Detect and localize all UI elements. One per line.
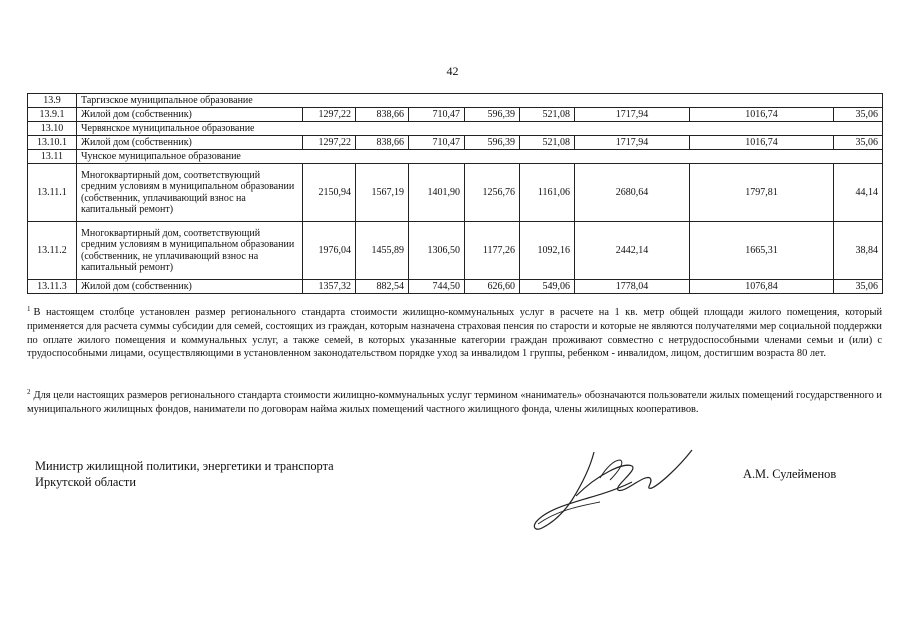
housing-type: Жилой дом (собственник) <box>77 136 303 150</box>
value-cell: 35,06 <box>834 108 883 122</box>
table-group-row <box>28 122 883 136</box>
value-cell: 1297,22 <box>303 136 356 150</box>
value-cell: 1016,74 <box>690 108 834 122</box>
table-group-row <box>28 94 883 108</box>
value-cell: 1778,04 <box>575 280 690 294</box>
value-cell: 2150,94 <box>303 164 356 222</box>
handwritten-signature <box>528 438 703 533</box>
table-row <box>28 108 883 122</box>
row-code: 13.9 <box>28 94 77 108</box>
value-cell: 1567,19 <box>356 164 409 222</box>
table-body <box>28 94 883 294</box>
municipality-title: Таргизское муниципальное образование <box>77 94 883 108</box>
page-number: 42 <box>446 64 459 78</box>
housing-type: Многоквартирный дом, соответствующий средним условиям в муниципальном образовании (собственник, не уплачивающий взнос на капитальный ремонт) <box>77 222 303 280</box>
row-code: 13.11.1 <box>28 164 77 222</box>
table-row <box>28 164 883 222</box>
value-cell: 710,47 <box>409 108 465 122</box>
value-cell: 549,06 <box>520 280 575 294</box>
housing-type: Многоквартирный дом, соответствующий средним условиям в муниципальном образовании (собственник, уплачивающий взнос на капитальный ремонт) <box>77 164 303 222</box>
signatory-position-line: Министр жилищной политики, энергетики и транспорта <box>35 459 334 473</box>
value-cell: 1717,94 <box>575 136 690 150</box>
table-row <box>28 222 883 280</box>
value-cell: 1297,22 <box>303 108 356 122</box>
value-cell: 626,60 <box>465 280 520 294</box>
value-cell: 1357,32 <box>303 280 356 294</box>
value-cell: 596,39 <box>465 108 520 122</box>
table-row <box>28 280 883 294</box>
value-cell: 1665,31 <box>690 222 834 280</box>
signatory-position-line: Иркутской области <box>35 474 136 489</box>
value-cell: 2442,14 <box>575 222 690 280</box>
signatory-name: А.М. Сулейменов <box>743 467 837 481</box>
value-cell: 1797,81 <box>690 164 834 222</box>
footnote-mark: 1 <box>27 305 31 313</box>
row-code: 13.11.3 <box>28 280 77 294</box>
value-cell: 35,06 <box>834 280 883 294</box>
row-code: 13.10.1 <box>28 136 77 150</box>
value-cell: 596,39 <box>465 136 520 150</box>
value-cell: 710,47 <box>409 136 465 150</box>
tariff-table <box>27 93 883 294</box>
value-cell: 521,08 <box>520 136 575 150</box>
value-cell: 1016,74 <box>690 136 834 150</box>
municipality-title: Чунское муниципальное образование <box>77 150 883 164</box>
row-code: 13.10 <box>28 122 77 136</box>
footnote-2 <box>27 386 882 417</box>
value-cell: 1256,76 <box>465 164 520 222</box>
value-cell: 38,84 <box>834 222 883 280</box>
footnote-text: В настоящем столбце установлен размер регионального стандарта стоимости жилищно-коммунальных услуг в расчете на 1 кв. метр общей площади жилого помещения, который применяется для расчета суммы субсидии для семей, состоящих из граждан, которым назначена страховая пенсия по старости и которые не являются получателями мер социальной поддержки по оплате жилого помещения и коммунальных услуг, а также семей, в которых указанные категории граждан проживают совместно с нетрудоспособными членами семьи и (или) с трудоспособными лицами, осуществляющими в установленном законодательством порядке уход за инвалидом 1 группы, ребенком - инвалидом, лицом, достигшим возраста 80 лет. <box>27 307 882 360</box>
value-cell: 838,66 <box>356 136 409 150</box>
value-cell: 838,66 <box>356 108 409 122</box>
housing-type: Жилой дом (собственник) <box>77 280 303 294</box>
footnote-text: Для цели настоящих размеров регионального стандарта стоимости жилищно-коммунальных услуг термином «наниматель» обозначаются пользователи жилых помещений государственного и муниципального жилищных фондов, наниматели по договорам найма жилых помещений частного жилищного фонда, члены жилищных кооперативов. <box>27 390 882 415</box>
value-cell: 1177,26 <box>465 222 520 280</box>
value-cell: 2680,64 <box>575 164 690 222</box>
value-cell: 882,54 <box>356 280 409 294</box>
value-cell: 521,08 <box>520 108 575 122</box>
table-row <box>28 136 883 150</box>
value-cell: 1717,94 <box>575 108 690 122</box>
value-cell: 1976,04 <box>303 222 356 280</box>
footnote-mark: 2 <box>27 388 31 396</box>
value-cell: 1401,90 <box>409 164 465 222</box>
footnote-1 <box>27 303 882 361</box>
table-group-row <box>28 150 883 164</box>
value-cell: 1306,50 <box>409 222 465 280</box>
value-cell: 1076,84 <box>690 280 834 294</box>
row-code: 13.9.1 <box>28 108 77 122</box>
signatory-position <box>35 459 334 490</box>
value-cell: 1161,06 <box>520 164 575 222</box>
value-cell: 35,06 <box>834 136 883 150</box>
municipality-title: Червянское муниципальное образование <box>77 122 883 136</box>
housing-type: Жилой дом (собственник) <box>77 108 303 122</box>
value-cell: 744,50 <box>409 280 465 294</box>
value-cell: 44,14 <box>834 164 883 222</box>
row-code: 13.11 <box>28 150 77 164</box>
row-code: 13.11.2 <box>28 222 77 280</box>
value-cell: 1455,89 <box>356 222 409 280</box>
value-cell: 1092,16 <box>520 222 575 280</box>
